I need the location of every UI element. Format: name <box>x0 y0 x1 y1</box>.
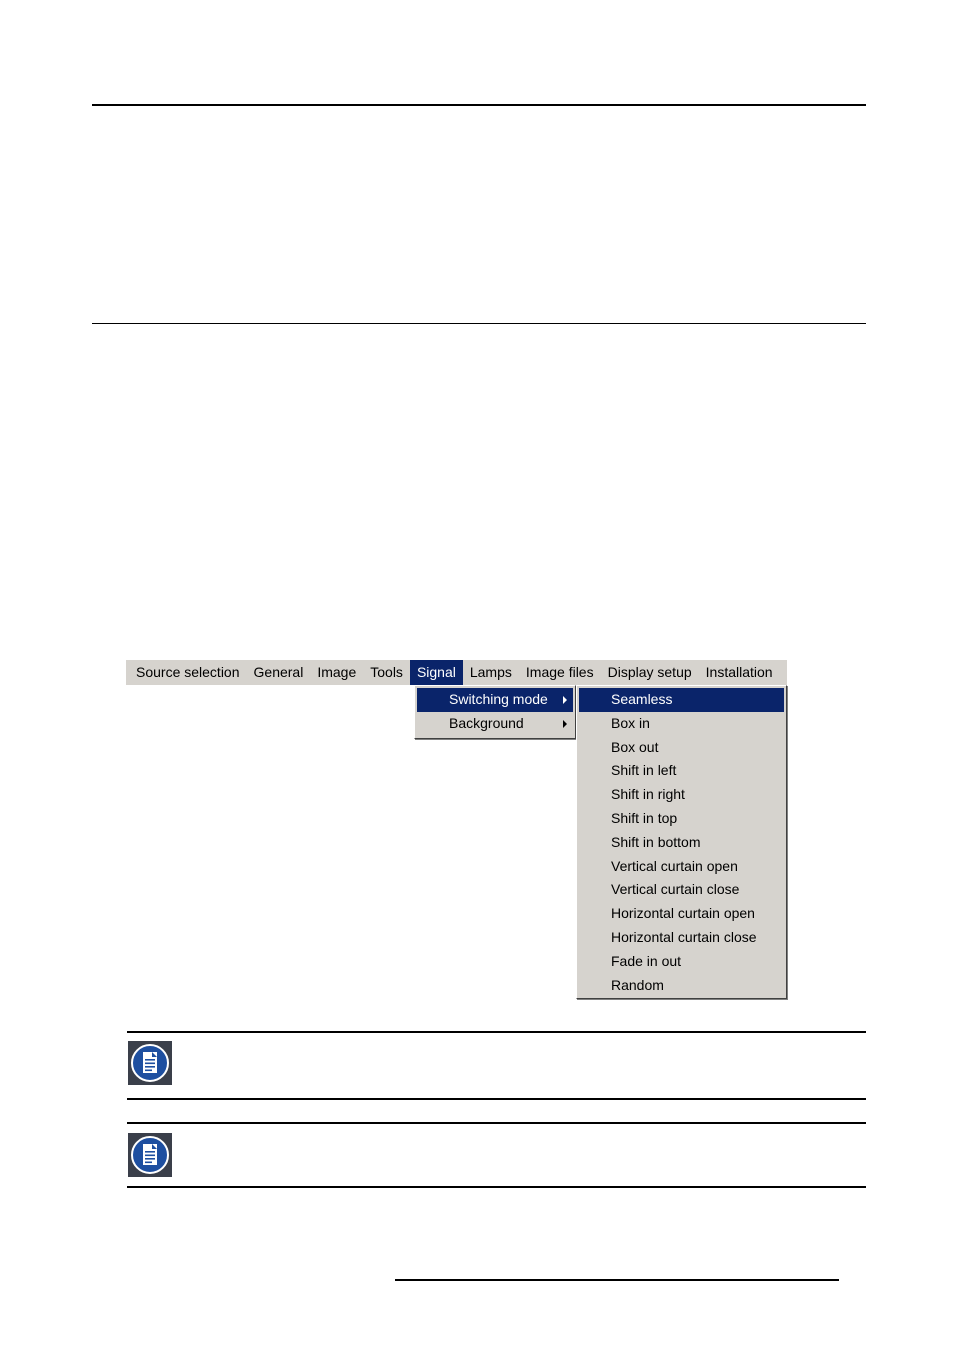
menu-item-fade-in-out[interactable]: Fade in out <box>611 952 682 969</box>
signal-dropdown <box>414 685 576 739</box>
menu-item-horizontal-curtain-close[interactable]: Horizontal curtain close <box>611 928 757 945</box>
menu-item-shift-in-top[interactable]: Shift in top <box>611 809 678 826</box>
menu-item-shift-in-right[interactable]: Shift in right <box>611 786 685 803</box>
menu-item-switching-mode[interactable] <box>417 688 573 712</box>
note-top-rule <box>127 1122 866 1124</box>
submenu-arrow-icon <box>563 720 567 728</box>
menu-source-selection[interactable]: Source selection <box>136 664 240 680</box>
menu-item-label: Switching mode <box>449 691 548 707</box>
menu-item-box-in[interactable]: Box in <box>611 714 650 731</box>
menu-item-vertical-curtain-close[interactable]: Vertical curtain close <box>611 881 740 898</box>
menu-bar <box>126 660 787 685</box>
note-top-rule <box>127 1031 866 1033</box>
switching-mode-submenu <box>576 685 787 999</box>
note-icon <box>128 1041 172 1085</box>
menu-tools[interactable]: Tools <box>370 664 403 680</box>
menu-item-label: Background <box>449 714 524 731</box>
submenu-arrow-icon <box>563 696 567 704</box>
menu-item-vertical-curtain-open[interactable]: Vertical curtain open <box>611 857 738 874</box>
menu-signal[interactable]: Signal <box>410 660 463 685</box>
menu-item-box-out[interactable]: Box out <box>611 738 659 755</box>
menu-item-shift-in-left[interactable]: Shift in left <box>611 762 677 779</box>
menu-lamps[interactable]: Lamps <box>469 664 512 680</box>
menu-item-horizontal-curtain-open[interactable]: Horizontal curtain open <box>611 905 755 922</box>
menu-image-files[interactable]: Image files <box>525 664 594 680</box>
menu-installation[interactable]: Installation <box>705 664 773 680</box>
header-rule <box>92 104 866 106</box>
menu-item-random[interactable]: Random <box>611 976 664 993</box>
menu-image[interactable]: Image <box>317 664 357 680</box>
note-bottom-rule <box>127 1186 866 1188</box>
menu-item-seamless[interactable]: Seamless <box>579 688 784 712</box>
menu-item-shift-in-bottom[interactable]: Shift in bottom <box>611 833 701 850</box>
menu-general[interactable]: General <box>253 664 304 680</box>
note-bottom-rule <box>127 1098 866 1100</box>
menu-item-background[interactable] <box>417 712 573 736</box>
section-rule <box>92 323 866 324</box>
footer-rule <box>395 1279 839 1281</box>
menu-display-setup[interactable]: Display setup <box>607 664 692 680</box>
note-icon <box>128 1133 172 1177</box>
